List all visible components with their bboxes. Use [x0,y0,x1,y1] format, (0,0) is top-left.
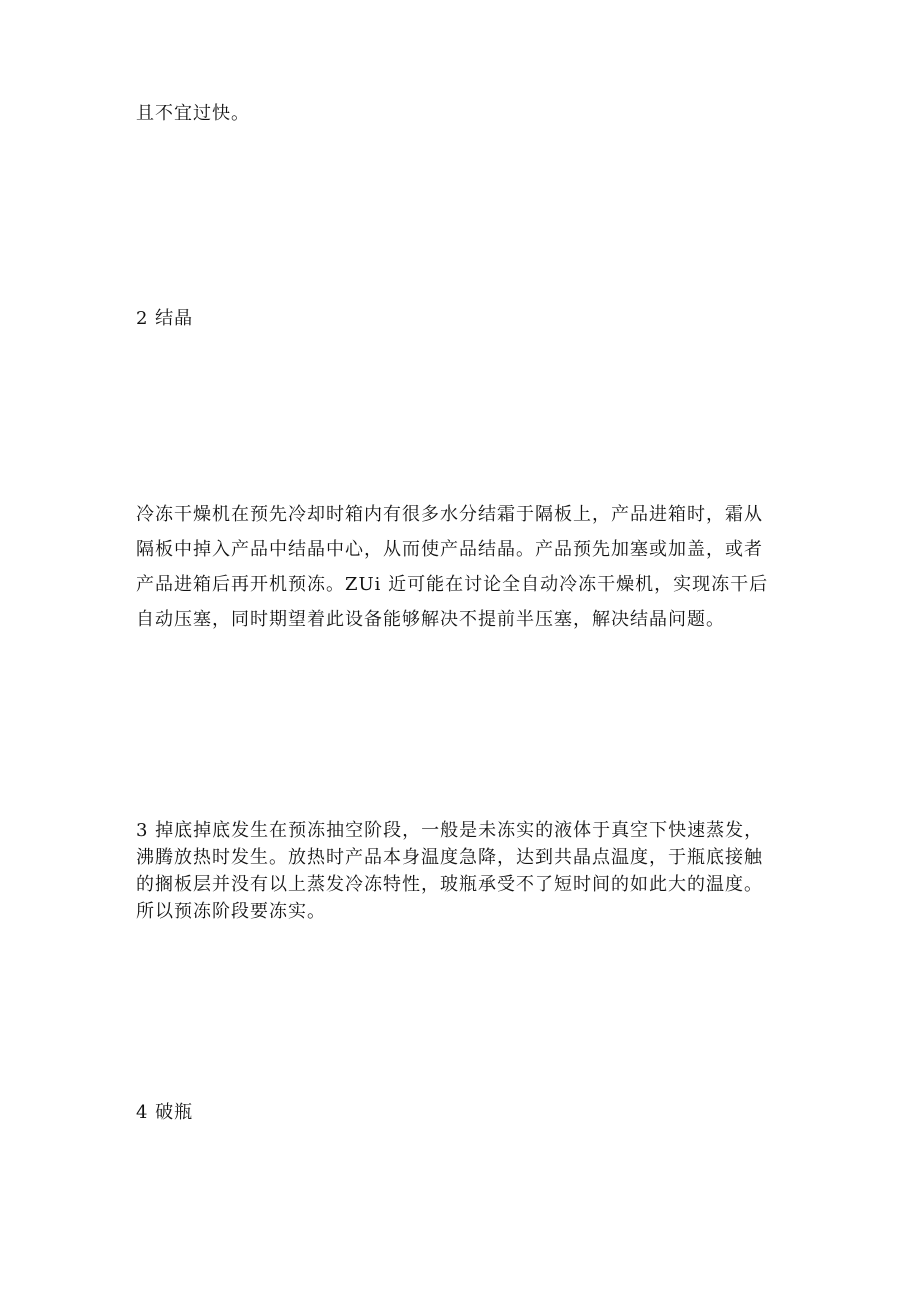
paragraph-section-2 [136,497,796,637]
paragraph-section-3 [136,817,796,925]
section-heading-2: 2 结晶 [136,308,194,329]
text-line: 产品进箱后再开机预冻。ZUi 近可能在讨论全自动冷冻干燥机，实现冻干后 [136,574,769,595]
section-heading-4: 4 破瓶 [136,1102,194,1123]
text-line: 所以预冻阶段要冻实。 [136,901,326,922]
text-line: 且不宜过快。 [136,103,250,124]
text-line: 冷冻干燥机在预先冷却时箱内有很多水分结霜于隔板上，产品进箱时，霜从 [136,504,763,525]
text-line: 3 掉底掉底发生在预冻抽空阶段，一般是未冻实的液体于真空下快速蒸发， [136,820,764,841]
text-line: 沸腾放热时发生。放热时产品本身温度急降，达到共晶点温度，于瓶底接触 [136,847,763,868]
paragraph-fragment [136,100,796,128]
text-line: 隔板中掉入产品中结晶中心，从而使产品结晶。产品预先加塞或加盖，或者 [136,539,763,560]
text-line: 的搁板层并没有以上蒸发冷冻特性，玻瓶承受不了短时间的如此大的温度。 [136,874,763,895]
text-line: 自动压塞，同时期望着此设备能够解决不提前半压塞，解决结晶问题。 [136,609,725,630]
